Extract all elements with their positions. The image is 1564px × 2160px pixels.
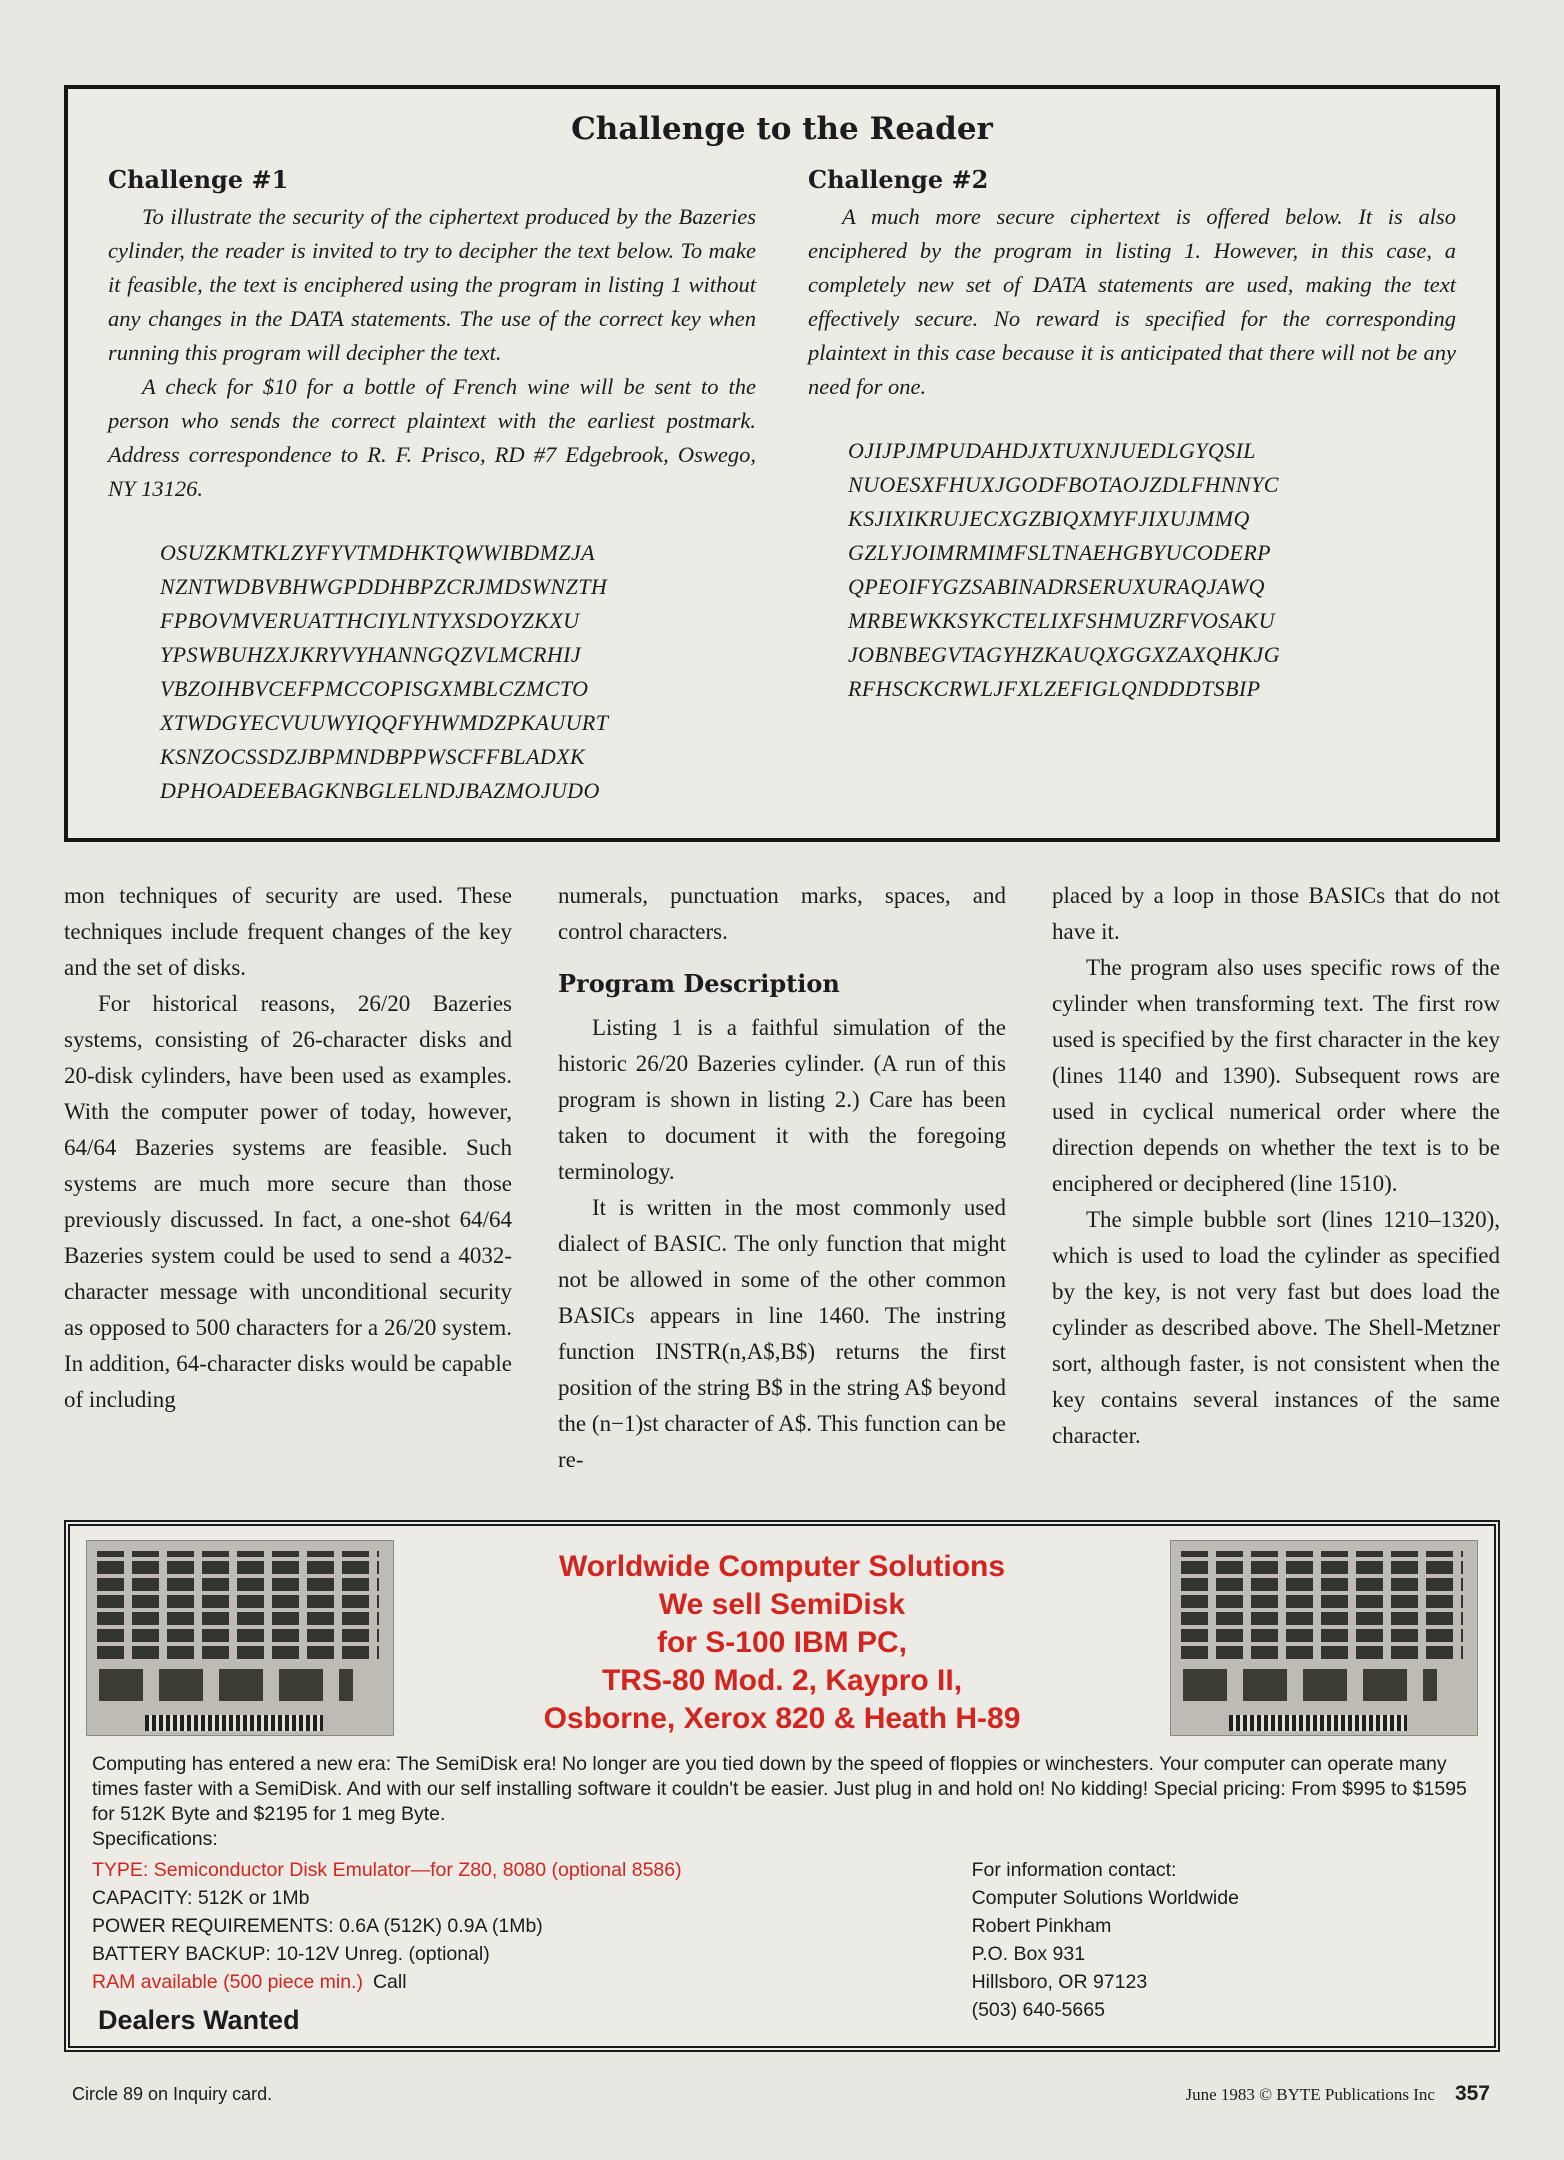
page-footer — [64, 2082, 1500, 2106]
cipher-line: QPEOIFYGZSABINADRSERUXURAQJAWQ — [848, 574, 1265, 599]
contact-company: Computer Solutions Worldwide — [971, 1887, 1239, 1909]
challenge-1-para-1: To illustrate the security of the ciphertext produced by the Bazeries cylinder, the reader is invited to try to decipher the text below. To make it feasible, the text is enciphered using the program in listing 1 without any changes in the DATA statements. The use of the correct key when running this program will decipher the text. — [108, 204, 756, 365]
ad-headline — [408, 1540, 1156, 1738]
circuit-board-photo-right — [1170, 1540, 1478, 1736]
chip-grid — [97, 1551, 379, 1659]
circuit-board-photo-left — [86, 1540, 394, 1736]
ad-body-text — [86, 1752, 1478, 1852]
ad-headline-line: Osborne, Xerox 820 & Heath H-89 — [543, 1702, 1021, 1735]
cipher-line: DPHOADEEBAGKNBGLELNDJBAZMOJUDO — [160, 778, 600, 803]
edge-connector — [1229, 1715, 1407, 1731]
article-paragraph: For historical reasons, 26/20 Bazeries systems, consisting of 26-character disks and 20-disk cylinders, have been used as examples. With the computer power of today, however, 64/64 Bazeries systems are feasible. Such systems are much more secure than those previously discussed. In fact, a one-shot 64/64 Bazeries system could be used to send a 4032-character message with unconditional security as opposed to 500 characters for a 26/20 system. In addition, 64-character disks would be capable of including — [64, 991, 512, 1412]
cipher-line: KSJIXIKRUJECXGZBIQXMYFJIXUJMMQ — [848, 506, 1250, 531]
challenge-2-ciphertext — [848, 434, 1456, 706]
spec-capacity: CAPACITY: 512K or 1Mb — [92, 1887, 310, 1909]
spec-ram-red-text: RAM available (500 piece min.) — [92, 1971, 363, 1993]
ad-headline-line: We sell SemiDisk — [658, 1588, 906, 1621]
ad-specs-row — [86, 1856, 1478, 2034]
cipher-line: NUOESXFHUXJGODFBOTAOJZDLFHNNYC — [848, 472, 1279, 497]
ad-contact-block — [948, 1856, 1472, 2034]
article-columns — [64, 878, 1500, 1478]
issue-credit: June 1983 © BYTE Publications Inc — [1185, 2085, 1435, 2104]
ad-headline-line: Worldwide Computer Solutions — [558, 1550, 1006, 1583]
challenge-1-heading: Challenge #1 — [108, 165, 289, 194]
article-paragraph: The program also uses specific rows of the cylinder when transforming text. The first row used is specified by the first character in the key (lines 1140 and 1390). Subsequent rows are used in cyclical numerical order where the direction depends on whether the text is to be enciphered or deciphered (line 1510). — [1052, 955, 1500, 1196]
inquiry-card-note: Circle 89 on Inquiry card. — [72, 2084, 273, 2104]
challenge-columns — [108, 165, 1456, 808]
ad-header — [86, 1540, 1478, 1738]
cipher-line: FPBOVMVERUATTHCIYLNTYXSDOYZKXU — [160, 608, 580, 633]
challenge-2-section — [808, 165, 1456, 808]
edge-connector — [145, 1715, 323, 1731]
contact-phone: (503) 640-5665 — [971, 1999, 1105, 2021]
cipher-line: OJIJPJMPUDAHDJXTUXNJUEDLGYQSIL — [848, 438, 1256, 463]
cipher-line: GZLYJOIMRMIMFSLTNAEHGBYUCODERP — [848, 540, 1271, 565]
article-col-1 — [64, 878, 512, 1478]
article-paragraph: mon techniques of security are used. These techniques include frequent changes of the key and the set of disks. — [64, 883, 512, 980]
cipher-line: VBZOIHBVCEFPMCCOPISGXMBLCZMCTO — [160, 676, 589, 701]
issue-credit-block — [1185, 2082, 1490, 2106]
dealers-wanted-heading: Dealers Wanted — [98, 2005, 300, 2035]
cipher-line: KSNZOCSSDZJBPMNDBPPWSCFFBLADXK — [160, 744, 586, 769]
cipher-line: XTWDGYECVUUWYIQQFYHWMDZPKAUURT — [160, 710, 609, 735]
cipher-line: JOBNBEGVTAGYHZKAUQXGGXZAXQHKJG — [848, 642, 1281, 667]
ad-body-paragraph: Computing has entered a new era: The SemiDisk era! No longer are you tied down by the speed of floppies or winchesters. Your computer can operate many times faster with a SemiDisk. And with our self installing software it couldn't be easier. Just plug in and hold on! No kidding! Special pricing: From $995 to $1595 for 512K Byte and $2195 for 1 meg Byte. — [92, 1753, 1467, 1825]
challenge-box — [64, 85, 1500, 842]
contact-city: Hillsboro, OR 97123 — [971, 1971, 1148, 1993]
cipher-line: RFHSCKCRWLJFXLZEFIGLQNDDDTSBIP — [848, 676, 1261, 701]
article-col-2 — [558, 878, 1006, 1478]
specifications-label: Specifications: — [92, 1828, 218, 1850]
contact-heading: For information contact: — [971, 1859, 1177, 1881]
chip-grid — [1181, 1551, 1463, 1659]
ad-specifications — [92, 1856, 948, 2034]
challenge-2-heading: Challenge #2 — [808, 165, 989, 194]
challenge-box-title: Challenge to the Reader — [571, 111, 993, 147]
chip-row — [1183, 1669, 1437, 1701]
contact-pobox: P.O. Box 931 — [971, 1943, 1086, 1965]
article-paragraph: numerals, punctuation marks, spaces, and control characters. — [558, 883, 1006, 944]
cipher-line: OSUZKMTKLZYFYVTMDHKTQWWIBDMZJA — [160, 540, 595, 565]
challenge-2-para-1: A much more secure ciphertext is offered below. It is also enciphered by the program in listing 1. However, in this case, a completely new set of DATA statements are used, making the text effectively secure. No reward is specified for the corresponding plaintext in this case because it is anticipated that there will not be any need for one. — [808, 204, 1456, 399]
cipher-line: YPSWBUHZXJKRYVYHANNGQZVLMCRHIJ — [160, 642, 582, 667]
ad-headline-line: TRS-80 Mod. 2, Kaypro II, — [601, 1664, 963, 1697]
challenge-1-ciphertext — [160, 536, 756, 808]
semidisk-ad-box — [64, 1520, 1500, 2052]
spec-ram-call: Call — [372, 1971, 407, 1993]
article-paragraph: The simple bubble sort (lines 1210–1320), which is used to load the cylinder as specified by the key, is not very fast but does load the cylinder as described above. The Shell-Metzner sort, although faster, is not consistent when the key contains several instances of the same character. — [1052, 1207, 1500, 1448]
article-paragraph: Listing 1 is a faithful simulation of the historic 26/20 Bazeries cylinder. (A run of this program is shown in listing 2.) Care has been taken to document it with the foregoing terminology. — [558, 1015, 1006, 1184]
article-col-3 — [1052, 878, 1500, 1478]
spec-ram — [92, 1968, 948, 1996]
spec-power: POWER REQUIREMENTS: 0.6A (512K) 0.9A (1Mb) — [92, 1915, 543, 1937]
challenge-1-para-2: A check for $10 for a bottle of French wine will be sent to the person who sends the correct plaintext with the earliest postmark. Address correspondence to R. F. Prisco, RD #7 Edgebrook, Oswego, NY 13126. — [108, 374, 756, 501]
program-description-heading: Program Description — [558, 969, 840, 998]
spec-type: TYPE: Semiconductor Disk Emulator—for Z80, 8080 (optional 8586) — [92, 1859, 682, 1881]
spec-battery: BATTERY BACKUP: 10-12V Unreg. (optional) — [92, 1943, 490, 1965]
article-paragraph: placed by a loop in those BASICs that do not have it. — [1052, 883, 1500, 944]
chip-row — [99, 1669, 353, 1701]
contact-name: Robert Pinkham — [971, 1915, 1112, 1937]
cipher-line: MRBEWKKSYKCTELIXFSHMUZRFVOSAKU — [848, 608, 1275, 633]
ad-headline-line: for S-100 IBM PC, — [656, 1626, 908, 1659]
cipher-line: NZNTWDBVBHWGPDDHBPZCRJMDSWNZTH — [160, 574, 608, 599]
page-number: 357 — [1454, 2082, 1490, 2105]
article-paragraph: It is written in the most commonly used dialect of BASIC. The only function that might not be allowed in some of the other common BASICs appears in line 1460. The instring function INSTR(n,A$,B$) returns the first position of the string B$ in the string A$ beyond the (n−1)st character of A$. This function can be re- — [558, 1195, 1006, 1472]
challenge-1-section — [108, 165, 756, 808]
